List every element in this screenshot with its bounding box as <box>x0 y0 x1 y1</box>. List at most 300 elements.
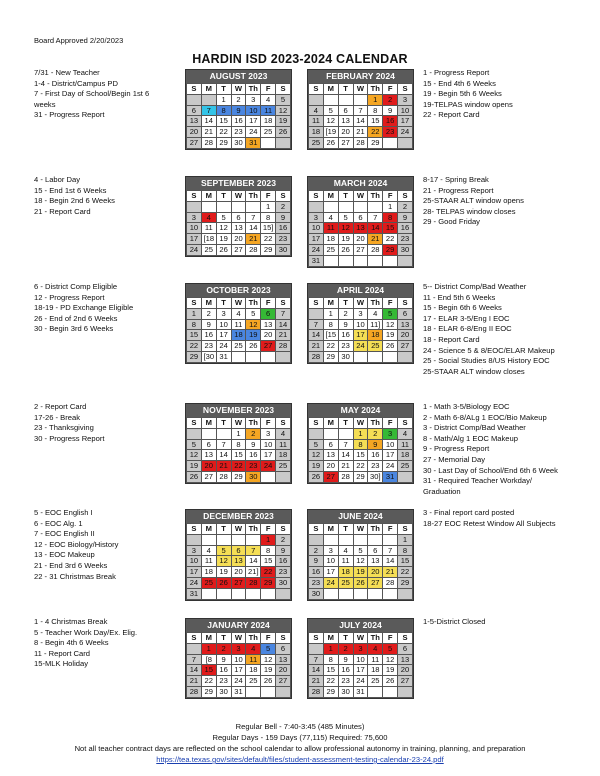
day-cell: 13 <box>231 223 246 234</box>
day-cell: 16 <box>231 116 246 127</box>
day-cell: 11] <box>368 319 383 330</box>
note-line: 18 - ELAR 6-8/Eng II EOC <box>423 324 512 334</box>
day-cell: 18 <box>276 450 291 461</box>
day-cell <box>383 534 398 545</box>
day-cell <box>338 201 353 212</box>
month-calendar <box>185 403 292 484</box>
day-cell: 25 <box>398 461 413 472</box>
weekday-header-row <box>309 418 413 429</box>
note-line: Graduation <box>423 486 461 496</box>
week-row <box>309 461 413 472</box>
weekday-label: M <box>323 633 338 644</box>
day-cell: 1 <box>261 201 276 212</box>
note-line: 7/31 - New Teacher <box>34 68 100 77</box>
day-cell <box>187 201 202 212</box>
day-cell: 11 <box>261 105 276 116</box>
week-row <box>309 351 413 362</box>
day-cell: 14 <box>383 556 398 567</box>
week-row <box>187 577 291 588</box>
right-notes-1 <box>423 175 524 228</box>
week-row <box>187 137 291 148</box>
day-cell <box>383 255 398 266</box>
weekday-label: Th <box>246 84 261 95</box>
day-cell: 30 <box>276 577 291 588</box>
note-line: 6 - District Comp Eligible <box>34 282 118 291</box>
week-row <box>309 556 413 567</box>
day-cell <box>261 471 276 482</box>
day-cell: 28 <box>201 137 216 148</box>
week-row <box>187 588 291 599</box>
day-cell: 9 <box>246 439 261 450</box>
day-cell: 17 <box>246 116 261 127</box>
day-cell: 24 <box>353 676 368 687</box>
note-line: 21 - Progress Report <box>423 185 494 195</box>
day-cell: 26 <box>216 577 231 588</box>
day-cell: 9 <box>309 556 324 567</box>
day-cell: 24 <box>309 244 324 255</box>
day-cell: 12 <box>383 319 398 330</box>
week-row <box>187 461 291 472</box>
day-cell: 25 <box>338 577 353 588</box>
day-cell: 15 <box>261 556 276 567</box>
day-cell: 2 <box>383 94 398 105</box>
day-cell <box>261 351 276 362</box>
day-cell <box>201 94 216 105</box>
day-cell: 24 <box>216 341 231 352</box>
day-cell: 9 <box>231 105 246 116</box>
month-calendar <box>307 69 414 150</box>
weekday-label: T <box>216 191 231 202</box>
day-cell <box>246 534 261 545</box>
day-cell: 11 <box>368 654 383 665</box>
day-cell: 28 <box>216 471 231 482</box>
day-cell: 2 <box>201 308 216 319</box>
day-cell: 7 <box>246 212 261 223</box>
week-row <box>187 450 291 461</box>
day-cell <box>368 201 383 212</box>
day-cell: 13 <box>276 654 291 665</box>
weekday-label: M <box>201 84 216 95</box>
left-notes-3 <box>34 402 104 444</box>
weekday-label: T <box>338 524 353 535</box>
note-line: 3 - District Comp/Bad Weather <box>423 423 526 433</box>
weekday-label: T <box>216 298 231 309</box>
day-cell: 20 <box>353 234 368 245</box>
weekday-label: W <box>231 84 246 95</box>
weekday-label: M <box>323 418 338 429</box>
week-row <box>187 428 291 439</box>
weekday-label: F <box>383 84 398 95</box>
day-cell: 21 <box>338 461 353 472</box>
day-cell: 15 <box>216 116 231 127</box>
weekday-label: S <box>309 84 324 95</box>
day-cell: 17 <box>353 665 368 676</box>
day-cell: 1 <box>398 534 413 545</box>
day-cell: 13 <box>261 319 276 330</box>
note-line: 2 - Math 6-8/ALg 1 EOC/Bio Makeup <box>423 412 547 422</box>
day-cell <box>353 94 368 105</box>
week-row <box>309 234 413 245</box>
weekday-label: W <box>231 191 246 202</box>
note-line: 31 - Required Teacher Workday/ <box>423 476 533 486</box>
weekday-label: S <box>309 191 324 202</box>
month-calendar <box>307 403 414 484</box>
day-cell: 18 <box>368 665 383 676</box>
weekday-label: S <box>187 524 202 535</box>
weekday-label: S <box>309 298 324 309</box>
week-row <box>187 308 291 319</box>
day-cell: 11 <box>338 556 353 567</box>
week-row <box>309 319 413 330</box>
day-cell: 14 <box>246 223 261 234</box>
note-line: 18-27 EOC Retest Window All Subjects <box>423 518 556 528</box>
day-cell: 7 <box>309 319 324 330</box>
day-cell: 13 <box>338 116 353 127</box>
day-cell <box>309 201 324 212</box>
day-cell: 24 <box>231 676 246 687</box>
weekday-header-row <box>187 298 291 309</box>
day-cell: 5 <box>246 308 261 319</box>
weekday-header-row <box>309 298 413 309</box>
day-cell <box>261 686 276 697</box>
day-cell <box>383 351 398 362</box>
day-cell: 29 <box>231 471 246 482</box>
day-cell: 26 <box>309 471 324 482</box>
week-row <box>187 212 291 223</box>
weekday-label: S <box>398 633 413 644</box>
weekday-label: T <box>216 524 231 535</box>
day-cell: 21 <box>187 676 202 687</box>
day-cell: 8 <box>353 439 368 450</box>
day-cell <box>323 534 338 545</box>
day-cell: 10 <box>309 223 324 234</box>
day-cell: 22 <box>231 461 246 472</box>
day-cell <box>398 255 413 266</box>
day-cell: 4 <box>368 308 383 319</box>
day-cell <box>398 351 413 362</box>
day-cell <box>368 588 383 599</box>
day-cell: 18 <box>231 330 246 341</box>
day-cell: 8 <box>323 654 338 665</box>
day-cell: 28 <box>246 244 261 255</box>
day-cell <box>323 94 338 105</box>
day-cell <box>338 534 353 545</box>
page-title: HARDIN ISD 2023-2024 CALENDAR <box>192 52 408 66</box>
day-cell: 27 <box>338 137 353 148</box>
note-line: 17 - ELAR 3-5/Eng I EOC <box>423 313 510 323</box>
day-cell: 5 <box>187 439 202 450</box>
weekday-label: S <box>398 298 413 309</box>
day-cell: 10 <box>216 319 231 330</box>
note-line: 25-STAAR ALT window closes <box>423 366 525 376</box>
day-cell: 22 <box>323 341 338 352</box>
weekday-label: F <box>261 418 276 429</box>
week-row <box>309 439 413 450</box>
day-cell: 9 <box>383 105 398 116</box>
day-cell: 31 <box>187 588 202 599</box>
weekday-label: Th <box>368 84 383 95</box>
day-cell: 13 <box>398 654 413 665</box>
note-line: 15-MLK Holiday <box>34 659 89 669</box>
day-cell <box>368 534 383 545</box>
footer-days: Regular Days - 159 Days (77,115) Required: 75,600 <box>212 733 388 742</box>
weekday-label: M <box>323 84 338 95</box>
month-title: SEPTEMBER 2023 <box>186 177 291 190</box>
weekday-label: S <box>187 633 202 644</box>
note-line: 12 - Progress Report <box>34 292 105 302</box>
day-cell: 26 <box>261 676 276 687</box>
weekday-label: W <box>353 191 368 202</box>
day-cell: 7 <box>353 105 368 116</box>
note-line: 8 - Math/Alg 1 EOC Makeup <box>423 433 518 443</box>
day-cell: 10 <box>246 105 261 116</box>
week-row <box>187 244 291 255</box>
weekday-label: S <box>187 84 202 95</box>
day-cell <box>276 686 291 697</box>
day-cell: 28 <box>338 471 353 482</box>
day-cell: 23 <box>398 234 413 245</box>
day-cell: 19 <box>383 330 398 341</box>
day-cell: 24 <box>398 127 413 138</box>
day-cell: 7 <box>338 439 353 450</box>
note-line: 18 - Report Card <box>423 334 480 344</box>
day-cell: 2 <box>338 308 353 319</box>
day-cell: 4 <box>398 428 413 439</box>
day-cell: 1 <box>383 201 398 212</box>
day-cell: 12 <box>276 105 291 116</box>
day-cell: 1 <box>323 643 338 654</box>
day-cell: 13 <box>323 450 338 461</box>
day-cell <box>216 201 231 212</box>
weekday-label: Th <box>246 191 261 202</box>
day-cell: 12 <box>187 450 202 461</box>
weekday-label: T <box>216 633 231 644</box>
day-cell: 18 <box>368 330 383 341</box>
day-cell: 29 <box>383 244 398 255</box>
day-cell: 12 <box>309 450 324 461</box>
day-cell <box>353 351 368 362</box>
day-cell: [19 <box>323 127 338 138</box>
footer-bell: Regular Bell - 7:40-3:45 (485 Minutes) <box>235 722 365 731</box>
day-cell <box>261 588 276 599</box>
day-cell <box>216 588 231 599</box>
weekday-label: M <box>201 633 216 644</box>
note-line: 2 - Report Card <box>34 402 87 411</box>
day-cell: 26 <box>383 341 398 352</box>
weekday-label: M <box>201 191 216 202</box>
day-cell: 17 <box>187 234 202 245</box>
day-cell: 28 <box>383 577 398 588</box>
day-cell: 10 <box>323 556 338 567</box>
day-cell: 10 <box>383 439 398 450</box>
day-cell <box>231 351 246 362</box>
day-cell: 9 <box>276 212 291 223</box>
day-cell: 24 <box>187 577 202 588</box>
week-row <box>187 676 291 687</box>
day-cell: 19 <box>309 461 324 472</box>
day-cell: 6 <box>261 308 276 319</box>
week-row <box>309 212 413 223</box>
day-cell: [8 <box>201 654 216 665</box>
day-cell <box>368 255 383 266</box>
day-cell: 20 <box>261 330 276 341</box>
weekday-label: S <box>276 633 291 644</box>
weekday-label: W <box>231 298 246 309</box>
day-cell: 25 <box>368 676 383 687</box>
week-row <box>309 567 413 578</box>
day-cell: 29 <box>323 686 338 697</box>
weekday-header-row <box>187 191 291 202</box>
week-row <box>309 686 413 697</box>
day-cell <box>246 588 261 599</box>
day-cell: 12 <box>353 556 368 567</box>
day-cell: 25 <box>309 137 324 148</box>
month-calendar <box>307 509 414 601</box>
testing-calendar-link[interactable]: https://tea.texas.gov/sites/default/files/student-assessment-testing-calendar-23-24.pdf <box>156 755 444 764</box>
day-cell: 4 <box>201 545 216 556</box>
week-row <box>187 116 291 127</box>
footer-link-row <box>0 755 600 764</box>
day-cell <box>216 428 231 439</box>
day-cell: 8 <box>261 212 276 223</box>
day-cell: 19 <box>187 461 202 472</box>
week-row <box>309 471 413 482</box>
day-cell: 16 <box>383 116 398 127</box>
day-cell <box>338 588 353 599</box>
board-approved-note: Board Approved 2/20/2023 <box>34 36 124 45</box>
right-notes-4 <box>423 508 556 529</box>
day-cell: 27 <box>231 577 246 588</box>
day-cell <box>187 643 202 654</box>
day-cell: 20 <box>201 461 216 472</box>
month-calendar <box>185 283 292 364</box>
note-line: 21 - Report Card <box>34 206 91 216</box>
day-cell: 27 <box>398 341 413 352</box>
day-cell: 14 <box>201 116 216 127</box>
day-cell: 27 <box>187 137 202 148</box>
weekday-label: S <box>276 418 291 429</box>
day-cell <box>231 534 246 545</box>
day-cell <box>276 588 291 599</box>
weekday-label: S <box>276 191 291 202</box>
day-cell: 14 <box>187 665 202 676</box>
weekday-header-row <box>309 524 413 535</box>
note-line: 18 - Begin 2nd 6 Weeks <box>34 196 115 206</box>
day-cell: 8 <box>261 545 276 556</box>
day-cell <box>338 94 353 105</box>
day-cell <box>216 534 231 545</box>
weekday-label: W <box>231 524 246 535</box>
day-cell: 30 <box>246 471 261 482</box>
day-cell: 11 <box>246 654 261 665</box>
day-cell: 14 <box>368 223 383 234</box>
day-cell: 16 <box>276 556 291 567</box>
note-line: 29 - Good Friday <box>423 217 480 227</box>
weekday-label: T <box>216 418 231 429</box>
day-cell: 30 <box>276 244 291 255</box>
weekday-label: S <box>187 191 202 202</box>
day-cell: 4 <box>323 212 338 223</box>
note-line: 15 - Begin 6th 6 Weeks <box>423 303 502 313</box>
day-cell <box>383 588 398 599</box>
day-cell: 22 <box>187 341 202 352</box>
day-cell: 1 <box>216 94 231 105</box>
month-calendar <box>185 69 292 150</box>
day-cell <box>353 588 368 599</box>
day-cell: 21 <box>309 341 324 352</box>
day-cell: 23 <box>216 676 231 687</box>
note-line: 15 - End 4th 6 Weeks <box>423 78 496 88</box>
day-cell: 20 <box>231 234 246 245</box>
day-cell: 15 <box>323 665 338 676</box>
day-cell: 9 <box>338 319 353 330</box>
day-cell: 31 <box>383 471 398 482</box>
day-cell: 6 <box>276 643 291 654</box>
week-row <box>309 116 413 127</box>
note-line: 25-STAAR ALT window opens <box>423 196 524 206</box>
weekday-header-row <box>187 84 291 95</box>
day-cell: 30 <box>309 588 324 599</box>
weekday-label: T <box>338 84 353 95</box>
note-line: 17-26 - Break <box>34 412 81 422</box>
day-cell: 27 <box>201 471 216 482</box>
week-row <box>187 341 291 352</box>
day-cell: 24 <box>246 127 261 138</box>
week-row <box>309 428 413 439</box>
day-cell: 25 <box>261 127 276 138</box>
day-cell: 2 <box>231 94 246 105</box>
day-cell: 16 <box>398 223 413 234</box>
weekday-label: Th <box>246 298 261 309</box>
day-cell: 12 <box>261 654 276 665</box>
day-cell: 29 <box>323 351 338 362</box>
weekday-label: W <box>353 298 368 309</box>
day-cell: 26 <box>383 676 398 687</box>
day-cell: 14 <box>353 116 368 127</box>
week-row <box>309 534 413 545</box>
day-cell: 21 <box>201 127 216 138</box>
day-cell: 29 <box>216 137 231 148</box>
day-cell: 8 <box>216 105 231 116</box>
day-cell: 16 <box>338 665 353 676</box>
day-cell: 31 <box>246 137 261 148</box>
weekday-label: S <box>398 84 413 95</box>
day-cell: 23 <box>383 127 398 138</box>
day-cell: 4 <box>338 545 353 556</box>
day-cell: 7 <box>276 308 291 319</box>
day-cell: 18 <box>338 567 353 578</box>
day-cell: 23 <box>338 341 353 352</box>
note-line: 8 - Begin 4th 6 Weeks <box>34 638 109 648</box>
month-calendar <box>307 283 414 364</box>
day-cell: 18 <box>246 665 261 676</box>
right-notes-2 <box>423 282 555 377</box>
week-row <box>187 330 291 341</box>
note-line: 30 - Progress Report <box>34 433 105 443</box>
day-cell: 27 <box>231 244 246 255</box>
day-cell: 10 <box>398 105 413 116</box>
day-cell: 12 <box>383 654 398 665</box>
note-line: 22 - Report Card <box>423 110 480 120</box>
week-row <box>309 643 413 654</box>
week-row <box>187 686 291 697</box>
day-cell: 9 <box>338 654 353 665</box>
note-line: 24 - Science 5 & 8/EOC/ELAR Makeup <box>423 345 555 355</box>
day-cell: 11 <box>309 116 324 127</box>
note-line: 1 - Math 3-5/Biology EOC <box>423 402 510 411</box>
week-row <box>187 234 291 245</box>
day-cell: 11 <box>398 439 413 450</box>
